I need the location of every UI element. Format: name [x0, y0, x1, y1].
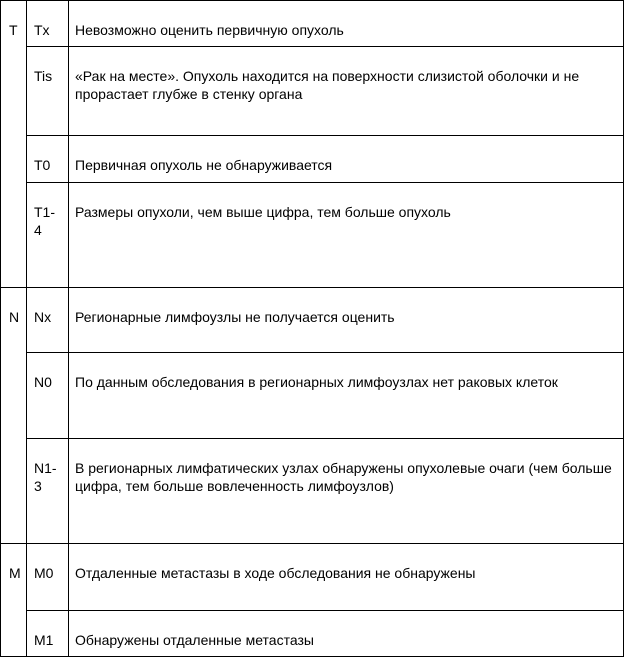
table-row	[1, 136, 624, 183]
code-label: T0	[34, 157, 51, 173]
table-row	[1, 611, 624, 657]
code-cell	[27, 353, 69, 439]
description-text: По данным обследования в регионарных лимфоузлах нет раковых клеток	[75, 374, 558, 390]
category-label: N	[9, 309, 20, 325]
code-label: Nx	[34, 309, 52, 325]
table-row	[1, 183, 624, 288]
description-text: Регионарные лимфоузлы не получается оценить	[75, 309, 395, 325]
description-cell	[69, 47, 624, 136]
code-cell	[27, 183, 69, 288]
description-cell	[69, 183, 624, 288]
code-label: Tis	[34, 68, 53, 84]
description-text: Невозможно оценить первичную опухоль	[75, 22, 344, 38]
table-row	[1, 288, 624, 353]
description-text: В регионарных лимфатических узлах обнаружены опухолевые очаги (чем больше цифра, тем больше вовлеченность лимфоузлов)	[75, 460, 612, 494]
description-cell	[69, 136, 624, 183]
code-cell	[27, 439, 69, 544]
table-row	[1, 47, 624, 136]
description-cell	[69, 544, 624, 611]
description-cell	[69, 288, 624, 353]
category-cell-m	[1, 544, 27, 657]
table-row	[1, 1, 624, 47]
code-label: N1-3	[34, 460, 57, 494]
table-row	[1, 544, 624, 611]
category-label: T	[9, 22, 18, 38]
description-text: «Рак на месте». Опухоль находится на поверхности слизистой оболочки и не прорастает глубже в стенку органа	[75, 68, 580, 102]
code-cell	[27, 288, 69, 353]
code-label: M1	[34, 632, 54, 648]
description-cell	[69, 353, 624, 439]
description-text: Первичная опухоль не обнаруживается	[75, 157, 333, 173]
description-text: Обнаружены отдаленные метастазы	[75, 632, 314, 648]
description-text: Отдаленные метастазы в ходе обследования не обнаружены	[75, 565, 476, 581]
category-label: M	[9, 565, 21, 581]
table-row	[1, 439, 624, 544]
code-label: N0	[34, 374, 52, 390]
code-label: M0	[34, 565, 54, 581]
category-cell-n	[1, 288, 27, 544]
code-cell	[27, 611, 69, 657]
code-cell	[27, 1, 69, 47]
table-row	[1, 353, 624, 439]
code-label: Tx	[34, 22, 50, 38]
description-cell	[69, 611, 624, 657]
description-cell	[69, 439, 624, 544]
code-cell	[27, 136, 69, 183]
description-text: Размеры опухоли, чем выше цифра, тем больше опухоль	[75, 204, 451, 220]
code-cell	[27, 47, 69, 136]
category-cell-t	[1, 1, 27, 288]
code-label: T1-4	[34, 204, 55, 238]
code-cell	[27, 544, 69, 611]
description-cell	[69, 1, 624, 47]
